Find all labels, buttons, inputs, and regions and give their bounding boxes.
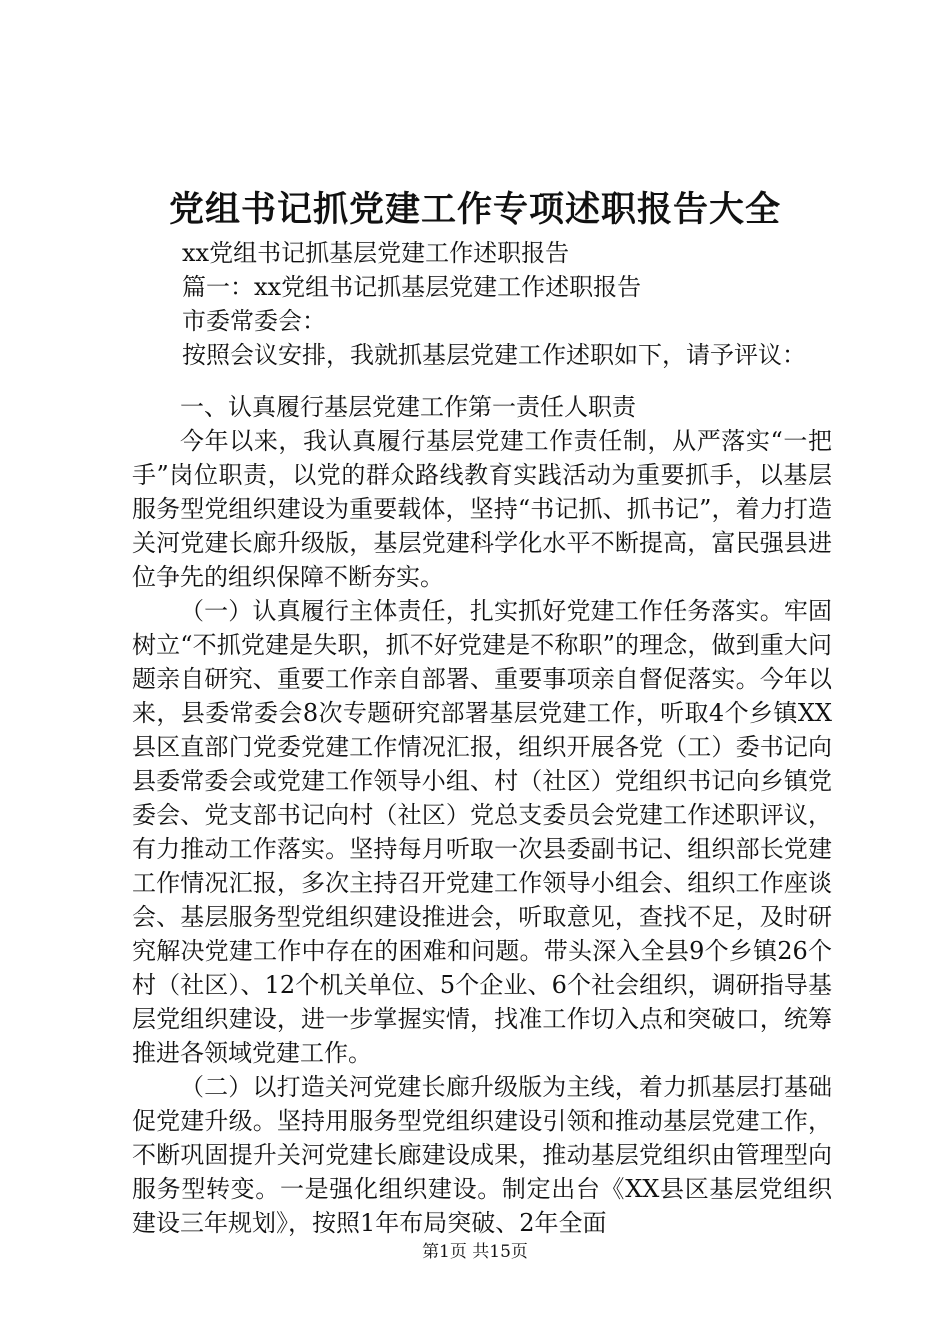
intro-line-chapter: 篇一：xx党组书记抓基层党建工作述职报告 [182, 273, 642, 301]
page-footer: 第1页 共15页 [422, 1242, 528, 1262]
intro-block [182, 236, 882, 372]
document-title: 党组书记抓党建工作专项述职报告大全 [168, 189, 781, 230]
paragraph: 今年以来，我认真履行基层党建工作责任制，从严落实“一把手”岗位职责，以党的群众路线教育实践活动为重要抓手，以基层服务型党组织建设为重要载体，坚持“书记抓、抓书记”，着力打造关河党建长廊升级版，基层党建科学化水平不断提高，富民强县进位争先的组织保障不断夯实。 [132, 427, 832, 591]
intro-line-subtitle: xx党组书记抓基层党建工作述职报告 [182, 239, 570, 267]
body-text [132, 390, 832, 1240]
section-heading: 一、认真履行基层党建工作第一责任人职责 [180, 393, 636, 421]
intro-line-opening: 按照会议安排，我就抓基层党建工作述职如下，请予评议： [182, 341, 806, 369]
intro-line-salutation: 市委常委会： [182, 307, 326, 335]
paragraph: （二）以打造关河党建长廊升级版为主线，着力抓基层打基础促党建升级。坚持用服务型党组织建设引领和推动基层党建工作，不断巩固提升关河党建长廊建设成果，推动基层党组织由管理型向服务型转变。一是强化组织建设。制定出台《XX县区基层党组织建设三年规划》，按照1年布局突破、2年全面 [132, 1073, 832, 1237]
paragraph: （一）认真履行主体责任，扎实抓好党建工作任务落实。牢固树立“不抓党建是失职，抓不好党建是不称职”的理念，做到重大问题亲自研究、重要工作亲自部署、重要事项亲自督促落实。今年以来，县委常委会8次专题研究部署基层党建工作，听取4个乡镇XX县区直部门党委党建工作情况汇报，组织开展各党（工）委书记向县委常委会或党建工作领导小组、村（社区）党组织书记向乡镇党委会、党支部书记向村（社区）党总支委员会党建工作述职评议，有力推动工作落实。坚持每月听取一次县委副书记、组织部长党建工作情况汇报，多次主持召开党建工作领导小组会、组织工作座谈会、基层服务型党组织建设推进会，听取意见，查找不足，及时研究解决党建工作中存在的困难和问题。带头深入全县9个乡镇26个村（社区）、12个机关单位、5个企业、6个社会组织，调研指导基层党组织建设，进一步掌握实情，找准工作切入点和突破口，统筹推进各领域党建工作。 [132, 597, 832, 1067]
